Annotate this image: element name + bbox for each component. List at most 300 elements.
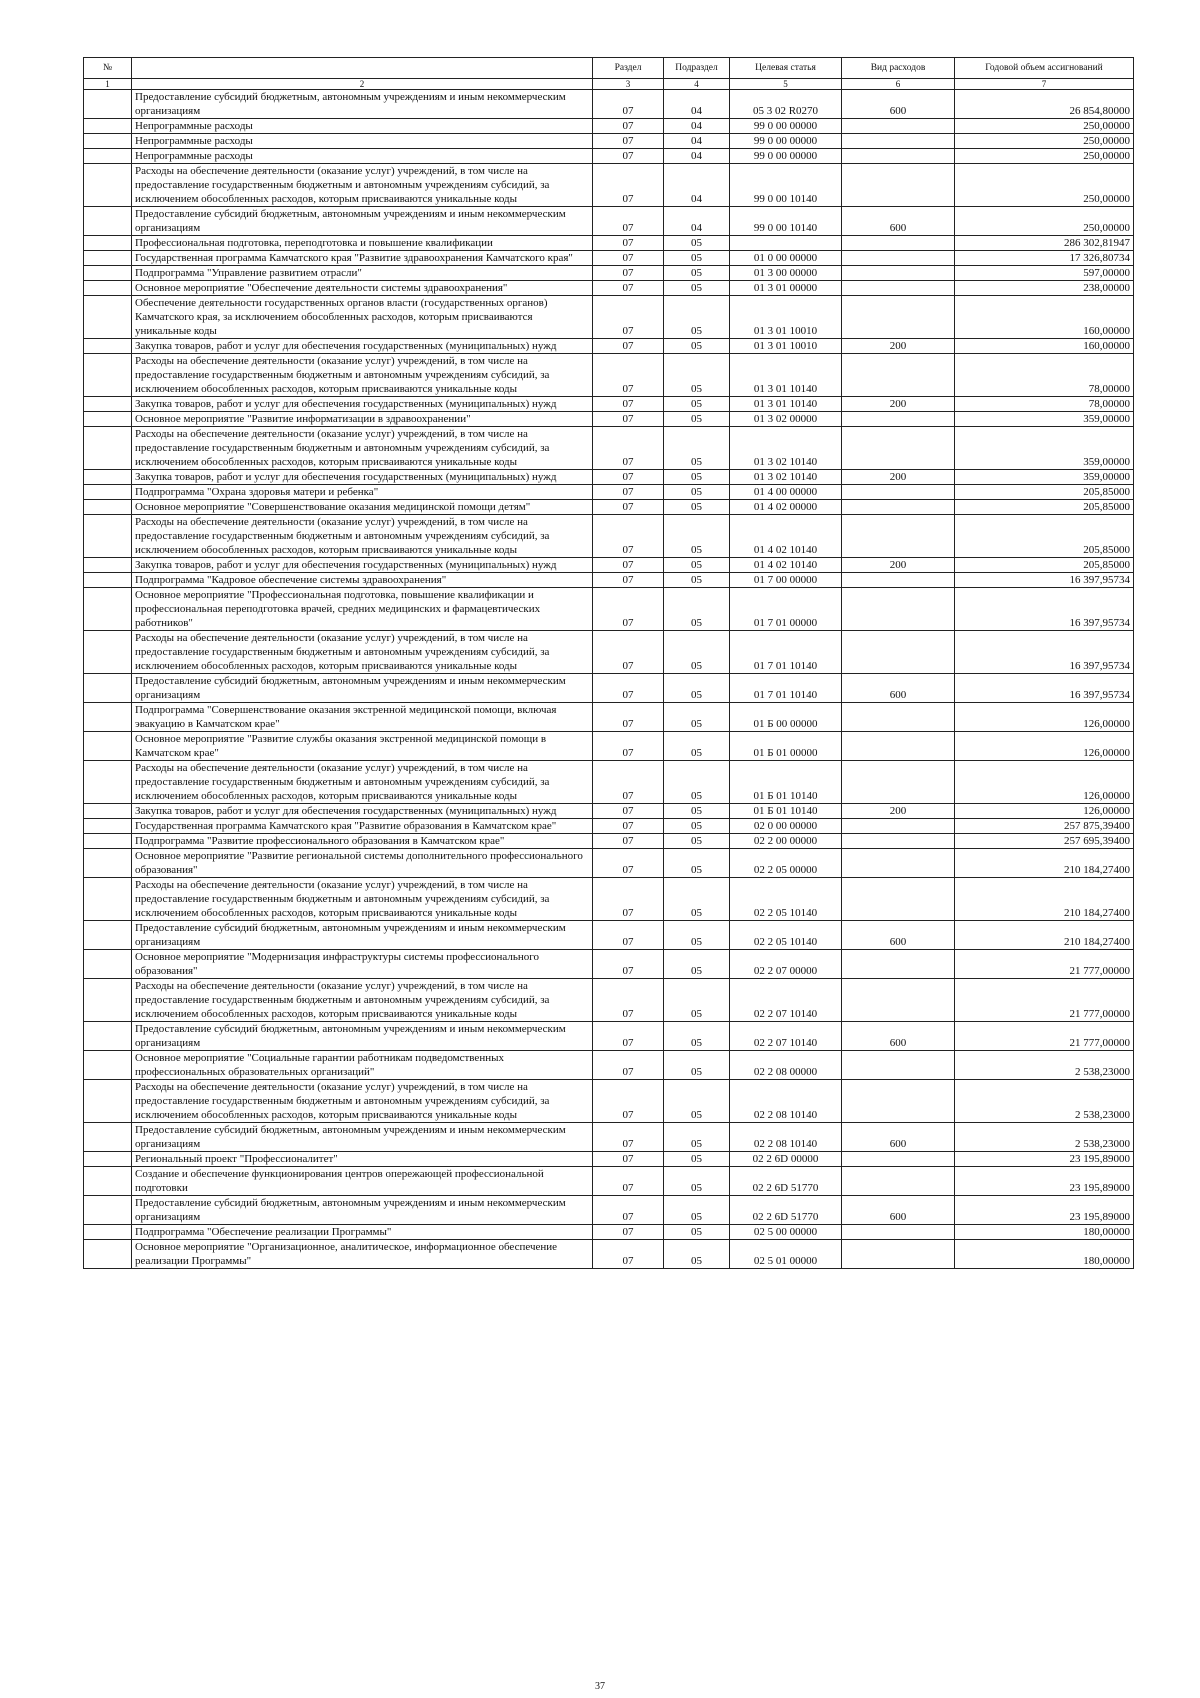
podrazdel-cell: 05	[664, 1051, 730, 1080]
row-number	[84, 1167, 132, 1196]
podrazdel-cell: 05	[664, 251, 730, 266]
expense-type-cell	[842, 819, 955, 834]
podrazdel-cell: 05	[664, 266, 730, 281]
expense-type-cell	[842, 573, 955, 588]
expense-name: Закупка товаров, работ и услуг для обеспечения государственных (муниципальных) нужд	[132, 558, 593, 573]
expense-name: Подпрограмма "Управление развитием отрасли"	[132, 266, 593, 281]
table-row	[84, 251, 1134, 266]
expense-type-cell: 600	[842, 1196, 955, 1225]
podrazdel-cell: 04	[664, 90, 730, 119]
podrazdel-cell: 05	[664, 804, 730, 819]
expense-name: Расходы на обеспечение деятельности (оказание услуг) учреждений, в том числе на предоставление государственным бюджетным и автономным учреждениям субсидий, за исключением обособленных расходов, которым присваиваются уникальные коды	[132, 631, 593, 674]
expense-name: Непрограммные расходы	[132, 119, 593, 134]
podrazdel-cell: 05	[664, 849, 730, 878]
expense-name: Предоставление субсидий бюджетным, автономным учреждениям и иным некоммерческим организациям	[132, 921, 593, 950]
razdel-cell: 07	[593, 164, 664, 207]
expense-name: Основное мероприятие "Развитие информатизации в здравоохранении"	[132, 412, 593, 427]
row-number	[84, 1022, 132, 1051]
amount-cell: 238,00000	[955, 281, 1134, 296]
table-row	[84, 485, 1134, 500]
razdel-cell: 07	[593, 573, 664, 588]
table-row	[84, 515, 1134, 558]
expense-type-cell	[842, 703, 955, 732]
amount-cell: 210 184,27400	[955, 878, 1134, 921]
target-article-cell: 01 3 02 00000	[730, 412, 842, 427]
table-row	[84, 470, 1134, 485]
amount-cell: 250,00000	[955, 149, 1134, 164]
table-row	[84, 819, 1134, 834]
table-row	[84, 1051, 1134, 1080]
podrazdel-cell: 05	[664, 950, 730, 979]
razdel-cell: 07	[593, 427, 664, 470]
expense-type-cell: 600	[842, 90, 955, 119]
column-number: 4	[664, 79, 730, 90]
razdel-cell: 07	[593, 207, 664, 236]
expense-name: Предоставление субсидий бюджетным, автономным учреждениям и иным некоммерческим организациям	[132, 207, 593, 236]
table-row	[84, 921, 1134, 950]
table-row	[84, 1240, 1134, 1269]
column-number: 1	[84, 79, 132, 90]
header-vid: Вид расходов	[842, 58, 955, 79]
table-row	[84, 236, 1134, 251]
expense-type-cell	[842, 834, 955, 849]
target-article-cell: 01 Б 01 10140	[730, 804, 842, 819]
expense-type-cell	[842, 500, 955, 515]
expense-name: Основное мероприятие "Развитие службы оказания экстренной медицинской помощи в Камчатском крае"	[132, 732, 593, 761]
podrazdel-cell: 04	[664, 149, 730, 164]
expense-type-cell: 600	[842, 1123, 955, 1152]
target-article-cell: 01 Б 01 00000	[730, 732, 842, 761]
expense-name: Непрограммные расходы	[132, 149, 593, 164]
podrazdel-cell: 04	[664, 207, 730, 236]
expense-name: Основное мероприятие "Обеспечение деятельности системы здравоохранения"	[132, 281, 593, 296]
razdel-cell: 07	[593, 703, 664, 732]
row-number	[84, 849, 132, 878]
amount-cell: 210 184,27400	[955, 921, 1134, 950]
razdel-cell: 07	[593, 588, 664, 631]
expense-name: Основное мероприятие "Совершенствование оказания медицинской помощи детям"	[132, 500, 593, 515]
table-row	[84, 1080, 1134, 1123]
amount-cell: 16 397,95734	[955, 674, 1134, 703]
target-article-cell: 02 2 6D 00000	[730, 1152, 842, 1167]
row-number	[84, 1051, 132, 1080]
podrazdel-cell: 04	[664, 119, 730, 134]
row-number	[84, 1240, 132, 1269]
amount-cell: 16 397,95734	[955, 588, 1134, 631]
target-article-cell: 01 4 02 10140	[730, 515, 842, 558]
table-header-row	[84, 58, 1134, 79]
expense-name: Подпрограмма "Развитие профессионального образования в Камчатском крае"	[132, 834, 593, 849]
expense-type-cell	[842, 732, 955, 761]
amount-cell: 126,00000	[955, 761, 1134, 804]
expense-type-cell	[842, 485, 955, 500]
podrazdel-cell: 05	[664, 1225, 730, 1240]
podrazdel-cell: 05	[664, 732, 730, 761]
razdel-cell: 07	[593, 485, 664, 500]
expense-type-cell	[842, 588, 955, 631]
table-row	[84, 397, 1134, 412]
razdel-cell: 07	[593, 979, 664, 1022]
expense-name: Расходы на обеспечение деятельности (оказание услуг) учреждений, в том числе на предоставление государственным бюджетным и автономным учреждениям субсидий, за исключением обособленных расходов, которым присваиваются уникальные коды	[132, 164, 593, 207]
table-row	[84, 281, 1134, 296]
target-article-cell: 01 0 00 00000	[730, 251, 842, 266]
expense-type-cell	[842, 164, 955, 207]
expense-name: Подпрограмма "Обеспечение реализации Программы"	[132, 1225, 593, 1240]
table-row	[84, 339, 1134, 354]
podrazdel-cell: 05	[664, 470, 730, 485]
table-row	[84, 761, 1134, 804]
razdel-cell: 07	[593, 354, 664, 397]
expense-name: Закупка товаров, работ и услуг для обеспечения государственных (муниципальных) нужд	[132, 339, 593, 354]
amount-cell: 2 538,23000	[955, 1051, 1134, 1080]
target-article-cell: 02 2 08 10140	[730, 1080, 842, 1123]
amount-cell: 257 875,39400	[955, 819, 1134, 834]
podrazdel-cell: 05	[664, 819, 730, 834]
expense-type-cell	[842, 849, 955, 878]
amount-cell: 21 777,00000	[955, 979, 1134, 1022]
target-article-cell: 01 4 02 10140	[730, 558, 842, 573]
expense-name: Предоставление субсидий бюджетным, автономным учреждениям и иным некоммерческим организациям	[132, 1196, 593, 1225]
target-article-cell: 01 3 01 10140	[730, 354, 842, 397]
amount-cell: 23 195,89000	[955, 1196, 1134, 1225]
target-article-cell	[730, 236, 842, 251]
target-article-cell: 99 0 00 10140	[730, 164, 842, 207]
table-row	[84, 1152, 1134, 1167]
expense-type-cell: 600	[842, 921, 955, 950]
row-number	[84, 119, 132, 134]
table-row	[84, 1225, 1134, 1240]
podrazdel-cell: 05	[664, 236, 730, 251]
table-row	[84, 412, 1134, 427]
expense-name: Основное мероприятие "Организационное, аналитическое, информационное обеспечение реализации Программы"	[132, 1240, 593, 1269]
table-row	[84, 849, 1134, 878]
row-number	[84, 1225, 132, 1240]
razdel-cell: 07	[593, 1022, 664, 1051]
row-number	[84, 631, 132, 674]
target-article-cell: 01 3 02 10140	[730, 470, 842, 485]
target-article-cell: 99 0 00 00000	[730, 134, 842, 149]
amount-cell: 126,00000	[955, 804, 1134, 819]
target-article-cell: 02 2 6D 51770	[730, 1167, 842, 1196]
header-razdel: Раздел	[593, 58, 664, 79]
row-number	[84, 134, 132, 149]
expense-name: Подпрограмма "Совершенствование оказания экстренной медицинской помощи, включая эвакуацию в Камчатском крае"	[132, 703, 593, 732]
expense-type-cell	[842, 1225, 955, 1240]
table-row	[84, 1196, 1134, 1225]
amount-cell: 250,00000	[955, 119, 1134, 134]
header-obem: Годовой объем ассигнований	[955, 58, 1134, 79]
amount-cell: 17 326,80734	[955, 251, 1134, 266]
razdel-cell: 07	[593, 804, 664, 819]
expense-type-cell	[842, 1167, 955, 1196]
table-row	[84, 427, 1134, 470]
amount-cell: 205,85000	[955, 558, 1134, 573]
target-article-cell: 02 2 6D 51770	[730, 1196, 842, 1225]
row-number	[84, 703, 132, 732]
target-article-cell: 01 3 01 10010	[730, 339, 842, 354]
amount-cell: 16 397,95734	[955, 573, 1134, 588]
podrazdel-cell: 05	[664, 878, 730, 921]
amount-cell: 78,00000	[955, 354, 1134, 397]
expense-name: Предоставление субсидий бюджетным, автономным учреждениям и иным некоммерческим организациям	[132, 1123, 593, 1152]
table-row	[84, 674, 1134, 703]
razdel-cell: 07	[593, 251, 664, 266]
row-number	[84, 921, 132, 950]
expense-type-cell	[842, 251, 955, 266]
expense-type-cell	[842, 281, 955, 296]
table-row	[84, 631, 1134, 674]
expense-name: Предоставление субсидий бюджетным, автономным учреждениям и иным некоммерческим организациям	[132, 1022, 593, 1051]
table-row	[84, 500, 1134, 515]
podrazdel-cell: 05	[664, 412, 730, 427]
target-article-cell: 01 3 02 10140	[730, 427, 842, 470]
row-number	[84, 207, 132, 236]
podrazdel-cell: 05	[664, 296, 730, 339]
razdel-cell: 07	[593, 281, 664, 296]
row-number	[84, 819, 132, 834]
amount-cell: 359,00000	[955, 470, 1134, 485]
header-celevaya: Целевая статья	[730, 58, 842, 79]
amount-cell: 160,00000	[955, 339, 1134, 354]
amount-cell: 286 302,81947	[955, 236, 1134, 251]
row-number	[84, 878, 132, 921]
podrazdel-cell: 05	[664, 703, 730, 732]
podrazdel-cell: 05	[664, 397, 730, 412]
column-number: 7	[955, 79, 1134, 90]
expense-type-cell	[842, 979, 955, 1022]
table-row	[84, 950, 1134, 979]
podrazdel-cell: 05	[664, 573, 730, 588]
podrazdel-cell: 04	[664, 134, 730, 149]
target-article-cell: 01 7 00 00000	[730, 573, 842, 588]
amount-cell: 16 397,95734	[955, 631, 1134, 674]
razdel-cell: 07	[593, 412, 664, 427]
header-podrazdel: Подраздел	[664, 58, 730, 79]
target-article-cell: 01 3 01 10010	[730, 296, 842, 339]
row-number	[84, 1196, 132, 1225]
target-article-cell: 05 3 02 R0270	[730, 90, 842, 119]
podrazdel-cell: 05	[664, 354, 730, 397]
table-row	[84, 732, 1134, 761]
expense-type-cell	[842, 1080, 955, 1123]
table-row	[84, 703, 1134, 732]
row-number	[84, 164, 132, 207]
expense-type-cell	[842, 427, 955, 470]
amount-cell: 126,00000	[955, 732, 1134, 761]
razdel-cell: 07	[593, 397, 664, 412]
table-row	[84, 1123, 1134, 1152]
target-article-cell: 02 2 08 10140	[730, 1123, 842, 1152]
podrazdel-cell: 05	[664, 1080, 730, 1123]
podrazdel-cell: 05	[664, 588, 730, 631]
razdel-cell: 07	[593, 558, 664, 573]
expense-type-cell: 600	[842, 674, 955, 703]
amount-cell: 180,00000	[955, 1240, 1134, 1269]
amount-cell: 359,00000	[955, 412, 1134, 427]
expense-type-cell	[842, 134, 955, 149]
expense-type-cell: 200	[842, 558, 955, 573]
budget-sheet	[83, 57, 1133, 1269]
razdel-cell: 07	[593, 149, 664, 164]
amount-cell: 23 195,89000	[955, 1152, 1134, 1167]
amount-cell: 126,00000	[955, 703, 1134, 732]
razdel-cell: 07	[593, 515, 664, 558]
row-number	[84, 834, 132, 849]
row-number	[84, 266, 132, 281]
table-row	[84, 207, 1134, 236]
row-number	[84, 732, 132, 761]
podrazdel-cell: 04	[664, 164, 730, 207]
expense-name: Закупка товаров, работ и услуг для обеспечения государственных (муниципальных) нужд	[132, 804, 593, 819]
table-row	[84, 119, 1134, 134]
table-row	[84, 1167, 1134, 1196]
target-article-cell: 02 2 05 00000	[730, 849, 842, 878]
column-number: 5	[730, 79, 842, 90]
amount-cell: 2 538,23000	[955, 1123, 1134, 1152]
podrazdel-cell: 05	[664, 1152, 730, 1167]
target-article-cell: 99 0 00 00000	[730, 119, 842, 134]
razdel-cell: 07	[593, 1051, 664, 1080]
amount-cell: 359,00000	[955, 427, 1134, 470]
expense-name: Расходы на обеспечение деятельности (оказание услуг) учреждений, в том числе на предоставление государственным бюджетным и автономным учреждениям субсидий, за исключением обособленных расходов, которым присваиваются уникальные коды	[132, 354, 593, 397]
expense-name: Основное мероприятие "Профессиональная подготовка, повышение квалификации и профессиональная переподготовка врачей, средних медицинских и фармацевтических работников"	[132, 588, 593, 631]
expense-type-cell: 200	[842, 804, 955, 819]
expense-name: Закупка товаров, работ и услуг для обеспечения государственных (муниципальных) нужд	[132, 397, 593, 412]
target-article-cell: 02 0 00 00000	[730, 819, 842, 834]
row-number	[84, 761, 132, 804]
razdel-cell: 07	[593, 878, 664, 921]
expense-name: Непрограммные расходы	[132, 134, 593, 149]
amount-cell: 160,00000	[955, 296, 1134, 339]
amount-cell: 250,00000	[955, 134, 1134, 149]
amount-cell: 205,85000	[955, 515, 1134, 558]
razdel-cell: 07	[593, 1196, 664, 1225]
row-number	[84, 412, 132, 427]
amount-cell: 250,00000	[955, 164, 1134, 207]
row-number	[84, 281, 132, 296]
expense-type-cell	[842, 878, 955, 921]
expense-type-cell	[842, 354, 955, 397]
razdel-cell: 07	[593, 834, 664, 849]
expense-name: Региональный проект "Профессионалитет"	[132, 1152, 593, 1167]
target-article-cell: 99 0 00 00000	[730, 149, 842, 164]
amount-cell: 23 195,89000	[955, 1167, 1134, 1196]
row-number	[84, 1152, 132, 1167]
podrazdel-cell: 05	[664, 979, 730, 1022]
expense-type-cell	[842, 266, 955, 281]
target-article-cell: 02 2 08 00000	[730, 1051, 842, 1080]
expense-type-cell	[842, 119, 955, 134]
expense-type-cell	[842, 631, 955, 674]
header-name	[132, 58, 593, 79]
razdel-cell: 07	[593, 1225, 664, 1240]
target-article-cell: 01 Б 01 10140	[730, 761, 842, 804]
amount-cell: 78,00000	[955, 397, 1134, 412]
budget-table	[83, 57, 1134, 1269]
column-number: 6	[842, 79, 955, 90]
row-number	[84, 296, 132, 339]
target-article-cell: 01 7 01 10140	[730, 631, 842, 674]
podrazdel-cell: 05	[664, 427, 730, 470]
table-row	[84, 266, 1134, 281]
razdel-cell: 07	[593, 500, 664, 515]
expense-type-cell	[842, 236, 955, 251]
row-number	[84, 1080, 132, 1123]
razdel-cell: 07	[593, 1152, 664, 1167]
table-row	[84, 90, 1134, 119]
expense-type-cell	[842, 515, 955, 558]
amount-cell: 597,00000	[955, 266, 1134, 281]
amount-cell: 205,85000	[955, 500, 1134, 515]
amount-cell: 205,85000	[955, 485, 1134, 500]
razdel-cell: 07	[593, 849, 664, 878]
row-number	[84, 500, 132, 515]
podrazdel-cell: 05	[664, 834, 730, 849]
expense-name: Государственная программа Камчатского края "Развитие здравоохранения Камчатского края"	[132, 251, 593, 266]
razdel-cell: 07	[593, 236, 664, 251]
expense-name: Расходы на обеспечение деятельности (оказание услуг) учреждений, в том числе на предоставление государственным бюджетным и автономным учреждениям субсидий, за исключением обособленных расходов, которым присваиваются уникальные коды	[132, 979, 593, 1022]
razdel-cell: 07	[593, 631, 664, 674]
table-row	[84, 1022, 1134, 1051]
podrazdel-cell: 05	[664, 631, 730, 674]
target-article-cell: 02 2 00 00000	[730, 834, 842, 849]
table-row	[84, 979, 1134, 1022]
table-row	[84, 588, 1134, 631]
razdel-cell: 07	[593, 1167, 664, 1196]
table-row	[84, 834, 1134, 849]
expense-name: Основное мероприятие "Модернизация инфраструктуры системы профессионального образования"	[132, 950, 593, 979]
podrazdel-cell: 05	[664, 761, 730, 804]
expense-type-cell: 200	[842, 470, 955, 485]
target-article-cell: 02 2 05 10140	[730, 878, 842, 921]
expense-name: Расходы на обеспечение деятельности (оказание услуг) учреждений, в том числе на предоставление государственным бюджетным и автономным учреждениям субсидий, за исключением обособленных расходов, которым присваиваются уникальные коды	[132, 427, 593, 470]
table-body	[84, 90, 1134, 1269]
razdel-cell: 07	[593, 266, 664, 281]
expense-type-cell: 200	[842, 339, 955, 354]
row-number	[84, 558, 132, 573]
razdel-cell: 07	[593, 339, 664, 354]
page-number: 37	[595, 1681, 605, 1692]
razdel-cell: 07	[593, 732, 664, 761]
expense-type-cell	[842, 149, 955, 164]
row-number	[84, 485, 132, 500]
expense-type-cell	[842, 1051, 955, 1080]
podrazdel-cell: 05	[664, 281, 730, 296]
razdel-cell: 07	[593, 921, 664, 950]
row-number	[84, 470, 132, 485]
podrazdel-cell: 05	[664, 558, 730, 573]
target-article-cell: 02 2 07 10140	[730, 1022, 842, 1051]
expense-type-cell: 200	[842, 397, 955, 412]
target-article-cell: 02 2 07 00000	[730, 950, 842, 979]
row-number	[84, 427, 132, 470]
target-article-cell: 01 3 01 00000	[730, 281, 842, 296]
amount-cell: 250,00000	[955, 207, 1134, 236]
podrazdel-cell: 05	[664, 1167, 730, 1196]
row-number	[84, 573, 132, 588]
expense-name: Расходы на обеспечение деятельности (оказание услуг) учреждений, в том числе на предоставление государственным бюджетным и автономным учреждениям субсидий, за исключением обособленных расходов, которым присваиваются уникальные коды	[132, 515, 593, 558]
expense-type-cell	[842, 296, 955, 339]
expense-name: Обеспечение деятельности государственных органов власти (государственных органов) Камчатского края, за исключением обособленных расходов, которым присваиваются уникальные коды	[132, 296, 593, 339]
expense-type-cell	[842, 950, 955, 979]
expense-type-cell	[842, 1152, 955, 1167]
expense-name: Закупка товаров, работ и услуг для обеспечения государственных (муниципальных) нужд	[132, 470, 593, 485]
expense-type-cell	[842, 761, 955, 804]
expense-name: Подпрограмма "Кадровое обеспечение системы здравоохранения"	[132, 573, 593, 588]
table-row	[84, 134, 1134, 149]
row-number	[84, 339, 132, 354]
target-article-cell: 01 3 00 00000	[730, 266, 842, 281]
